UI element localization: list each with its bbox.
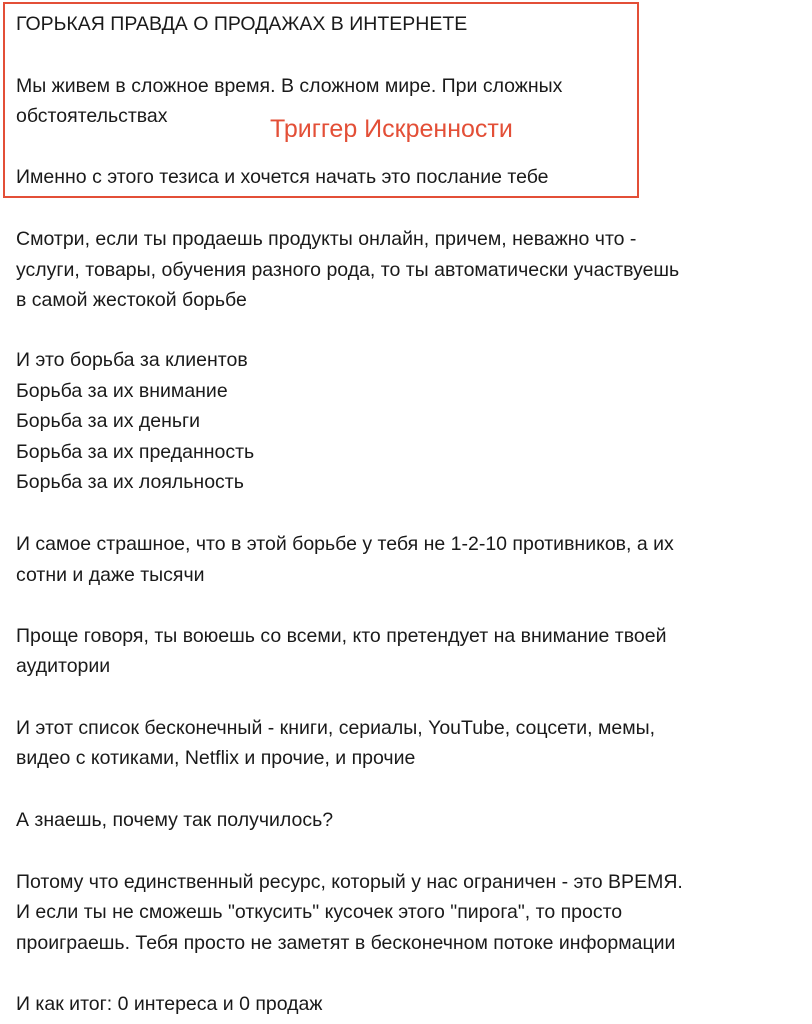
annotation-label: Триггер Искренности [270, 115, 513, 143]
list-item: И это борьба за клиентов [16, 349, 248, 371]
paragraph-line: сотни и даже тысячи [16, 564, 205, 586]
conclusion-line: И как итог: 0 интереса и 0 продаж [16, 993, 323, 1015]
list-item: Борьба за их лояльность [16, 471, 244, 493]
paragraph-line: проиграешь. Тебя просто не заметят в бесконечном потоке информации [16, 932, 676, 954]
paragraph-line: И если ты не сможешь "откусить" кусочек этого "пирога", то просто [16, 901, 623, 923]
paragraph-line: Проще говоря, ты воюешь со всеми, кто претендует на внимание твоей [16, 625, 667, 647]
paragraph-line: услуги, товары, обучения разного рода, то ты автоматически участвуешь [16, 259, 680, 281]
question-line: А знаешь, почему так получилось? [16, 809, 334, 831]
intro-line: Мы живем в сложное время. В сложном мире. При сложных [16, 75, 563, 97]
intro-line: обстоятельствах [16, 105, 168, 127]
paragraph-line: видео с котиками, Netflix и прочие, и прочие [16, 747, 416, 769]
list-item: Борьба за их деньги [16, 410, 201, 432]
intro-closing-line: Именно с этого тезиса и хочется начать это послание тебе [16, 166, 549, 188]
paragraph-line: Смотри, если ты продаешь продукты онлайн, причем, неважно что - [16, 228, 637, 250]
paragraph-line: И этот список бесконечный - книги, сериалы, YouTube, соцсети, мемы, [16, 717, 656, 739]
list-item: Борьба за их преданность [16, 441, 255, 463]
list-item: Борьба за их внимание [16, 380, 228, 402]
paragraph-line: И самое страшное, что в этой борьбе у тебя не 1-2-10 противников, а их [16, 533, 674, 555]
paragraph-line: в самой жестокой борьбе [16, 289, 247, 311]
document-title: ГОРЬКАЯ ПРАВДА О ПРОДАЖАХ В ИНТЕРНЕТЕ [16, 13, 468, 35]
paragraph-line: Потому что единственный ресурс, который у нас ограничен - это ВРЕМЯ. [16, 871, 683, 893]
paragraph-line: аудитории [16, 655, 111, 677]
